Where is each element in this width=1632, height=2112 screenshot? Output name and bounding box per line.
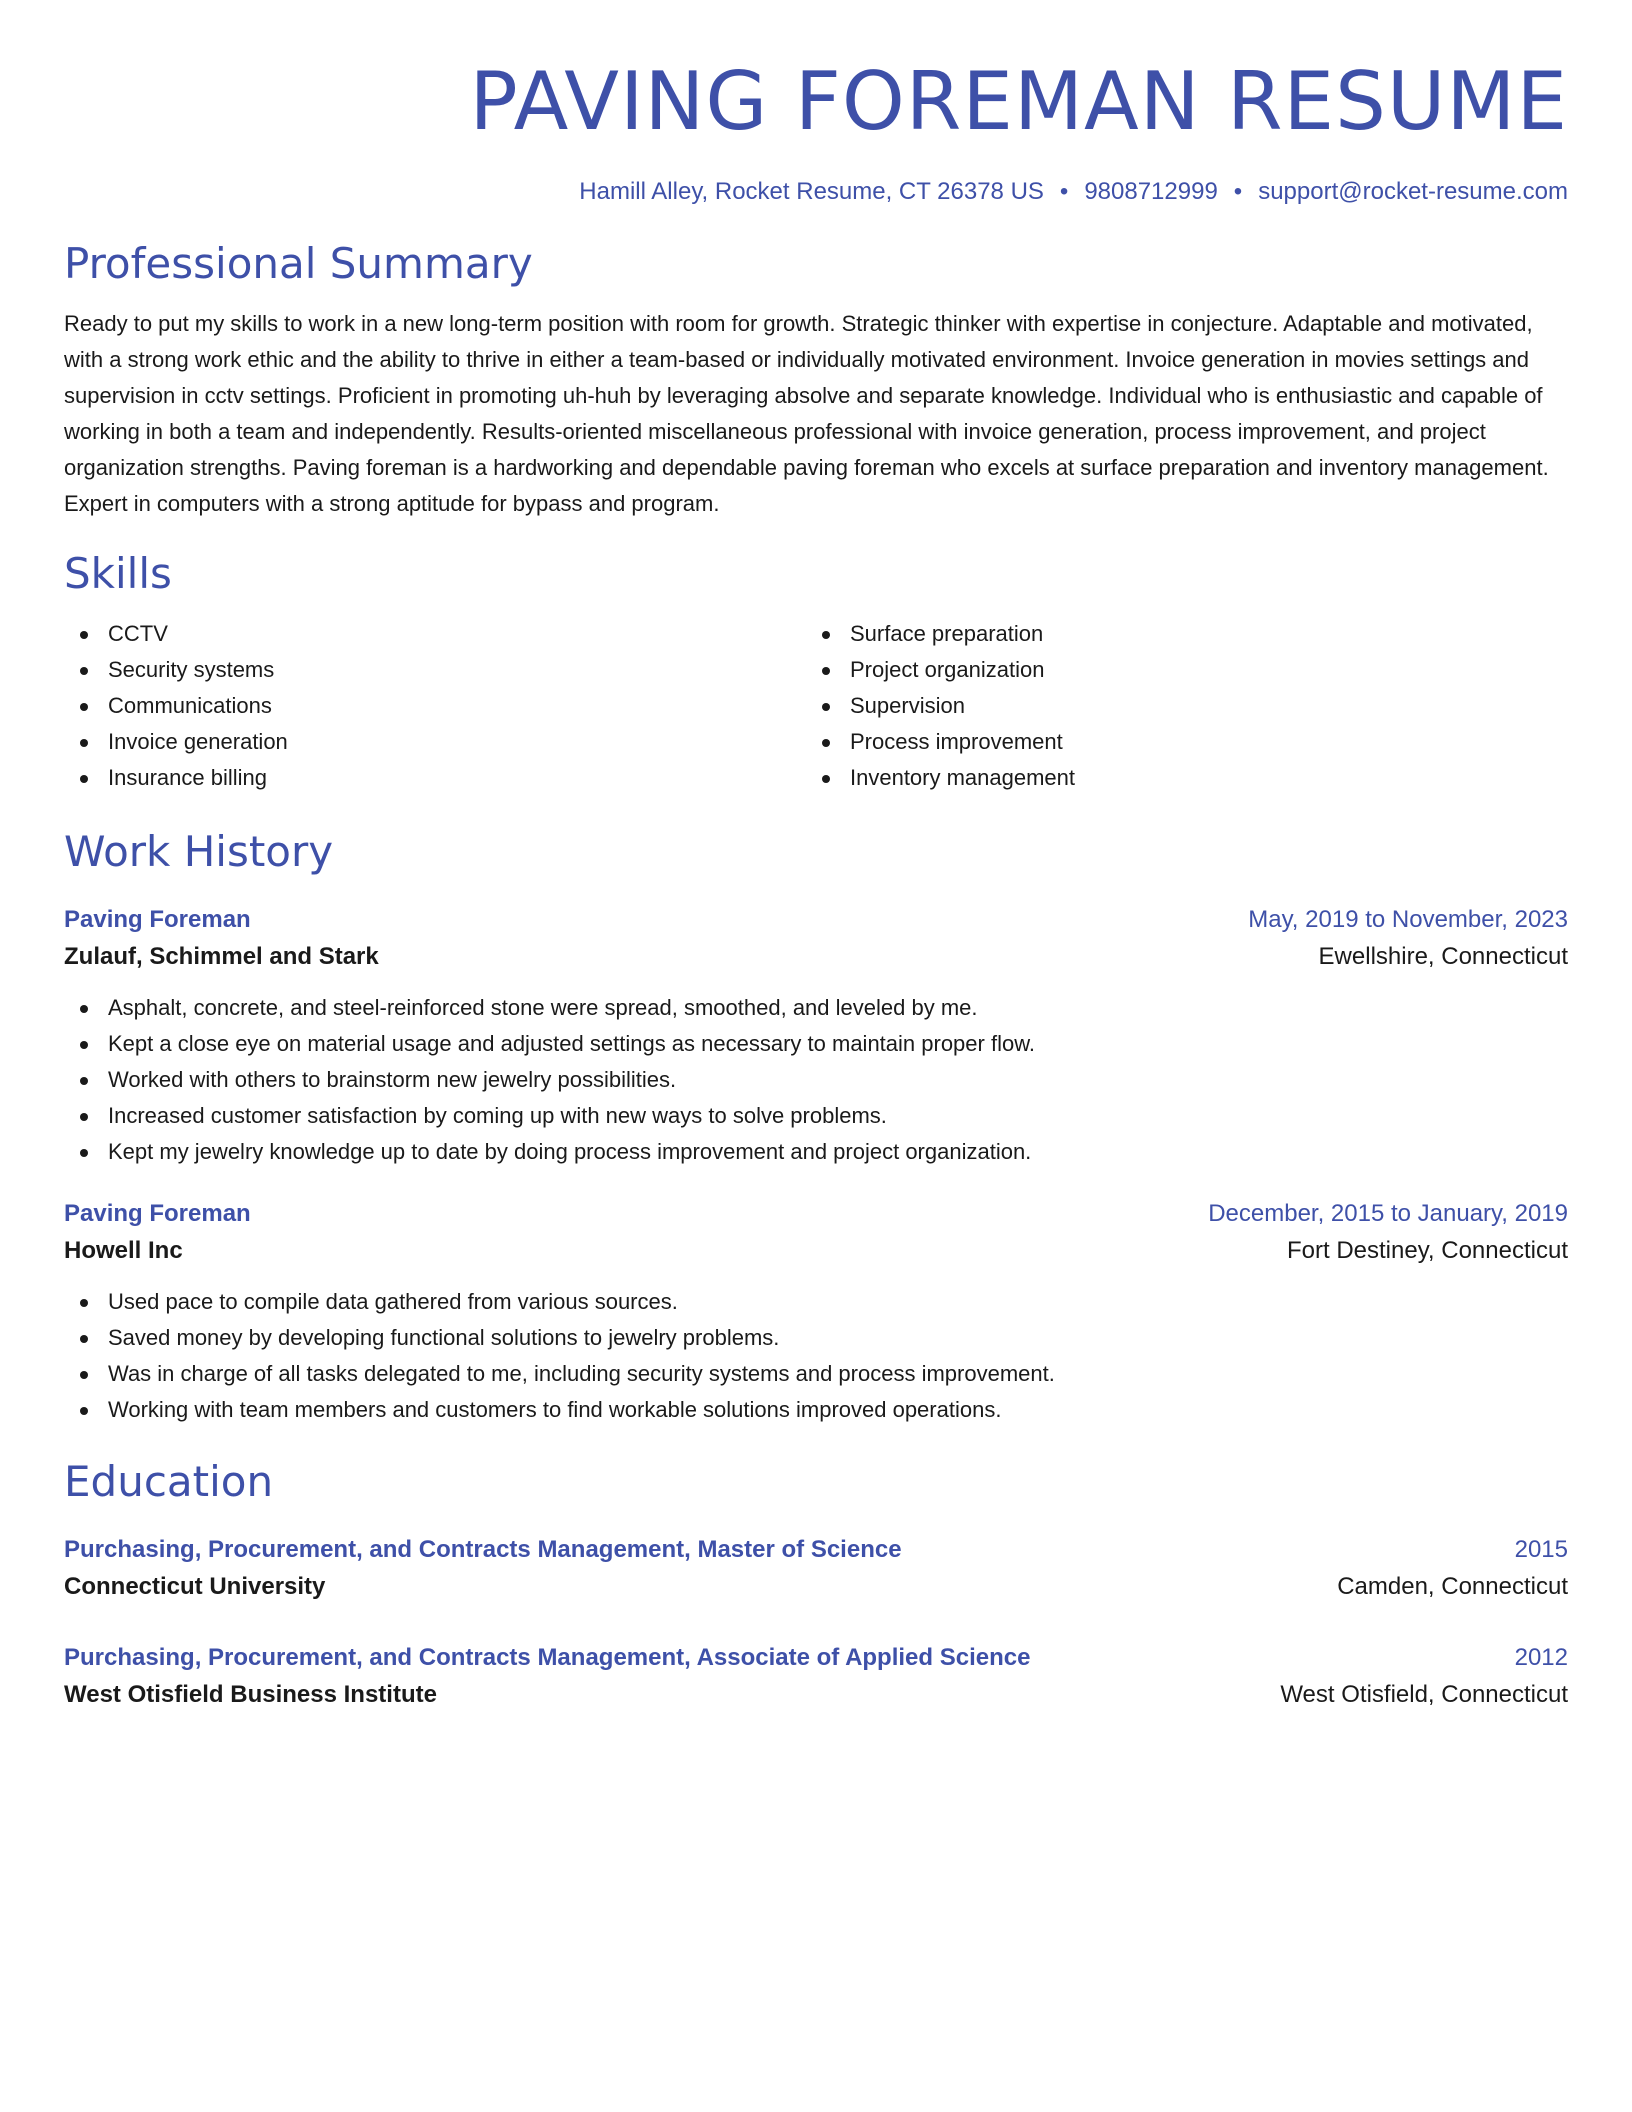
job-company: Zulauf, Schimmel and Stark (64, 943, 379, 970)
skills-column-right (806, 616, 1548, 796)
summary-heading: Professional Summary (64, 239, 533, 288)
job-bullet: Worked with others to brainstorm new jewelry possibilities. (64, 1062, 1568, 1098)
job-location: Ewellshire, Connecticut (1318, 943, 1568, 970)
job-dates: May, 2019 to November, 2023 (1248, 906, 1568, 933)
email: support@rocket-resume.com (1258, 178, 1568, 205)
separator-dot: • (1233, 178, 1243, 205)
job-bullet: Kept a close eye on material usage and adjusted settings as necessary to maintain proper flow. (64, 1026, 1568, 1062)
skills-list (64, 616, 1568, 796)
skill-item: Communications (64, 688, 806, 724)
job-entry (64, 1196, 1568, 1428)
skills-column-left (64, 616, 806, 796)
summary-text: Ready to put my skills to work in a new long-term position with room for growth. Strategic thinker with expertise in conjecture. Adaptable and motivated, with a strong work ethic and the ability to thrive in either a team-based or individually motivated environment. Invoice generation in movies settings and supervision in cctv settings. Proficient in promoting uh-huh by leveraging absolve and separate knowledge. Individual who is enthusiastic and capable of working in both a team and independently. Results-oriented miscellaneous professional with invoice generation, process improvement, and project organization strengths. Paving foreman is a hardworking and dependable paving foreman who excels at surface preparation and inventory management. Expert in computers with a strong aptitude for bypass and program. (64, 311, 1549, 516)
job-bullet: Was in charge of all tasks delegated to me, including security systems and process improvement. (64, 1356, 1568, 1392)
school-location: West Otisfield, Connecticut (1280, 1681, 1568, 1708)
skill-item: Process improvement (806, 724, 1548, 760)
skill-item: Inventory management (806, 760, 1548, 796)
job-bullets (64, 990, 1568, 1170)
job-bullet: Kept my jewelry knowledge up to date by doing process improvement and project organization. (64, 1134, 1568, 1170)
job-location: Fort Destiney, Connecticut (1286, 1237, 1568, 1264)
degree: Purchasing, Procurement, and Contracts Management, Master of Science (64, 1536, 902, 1563)
skill-item: Security systems (64, 652, 806, 688)
skills-heading: Skills (64, 549, 172, 598)
school: West Otisfield Business Institute (64, 1681, 437, 1708)
work-history-heading: Work History (64, 827, 334, 876)
skill-item: Supervision (806, 688, 1548, 724)
graduation-year: 2015 (1514, 1536, 1568, 1563)
skill-item: CCTV (64, 616, 806, 652)
resume-title: PAVING FOREMAN RESUME (469, 55, 1568, 148)
job-bullet: Saved money by developing functional solutions to jewelry problems. (64, 1320, 1568, 1356)
job-bullet: Used pace to compile data gathered from various sources. (64, 1284, 1568, 1320)
job-company: Howell Inc (64, 1237, 183, 1264)
job-bullet: Working with team members and customers to find workable solutions improved operations. (64, 1392, 1568, 1428)
phone: 9808712999 (1084, 178, 1218, 205)
skill-item: Surface preparation (806, 616, 1548, 652)
contact-line (64, 176, 1568, 208)
school: Connecticut University (64, 1573, 326, 1600)
job-role: Paving Foreman (64, 1200, 251, 1227)
address: Hamill Alley, Rocket Resume, CT 26378 US (579, 178, 1044, 205)
job-entry (64, 902, 1568, 1170)
resume-page (64, 0, 1568, 1714)
job-bullet: Asphalt, concrete, and steel-reinforced stone were spread, smoothed, and leveled by me. (64, 990, 1568, 1026)
separator-dot: • (1059, 178, 1069, 205)
education-entry (64, 1532, 1568, 1606)
education-entry (64, 1640, 1568, 1714)
skill-item: Project organization (806, 652, 1548, 688)
school-location: Camden, Connecticut (1337, 1573, 1568, 1600)
skill-item: Insurance billing (64, 760, 806, 796)
education-heading: Education (64, 1457, 274, 1506)
job-role: Paving Foreman (64, 906, 251, 933)
skill-item: Invoice generation (64, 724, 806, 760)
job-bullet: Increased customer satisfaction by coming up with new ways to solve problems. (64, 1098, 1568, 1134)
job-dates: December, 2015 to January, 2019 (1208, 1200, 1568, 1227)
job-bullets (64, 1284, 1568, 1428)
graduation-year: 2012 (1514, 1644, 1568, 1671)
degree: Purchasing, Procurement, and Contracts Management, Associate of Applied Science (64, 1644, 1031, 1671)
